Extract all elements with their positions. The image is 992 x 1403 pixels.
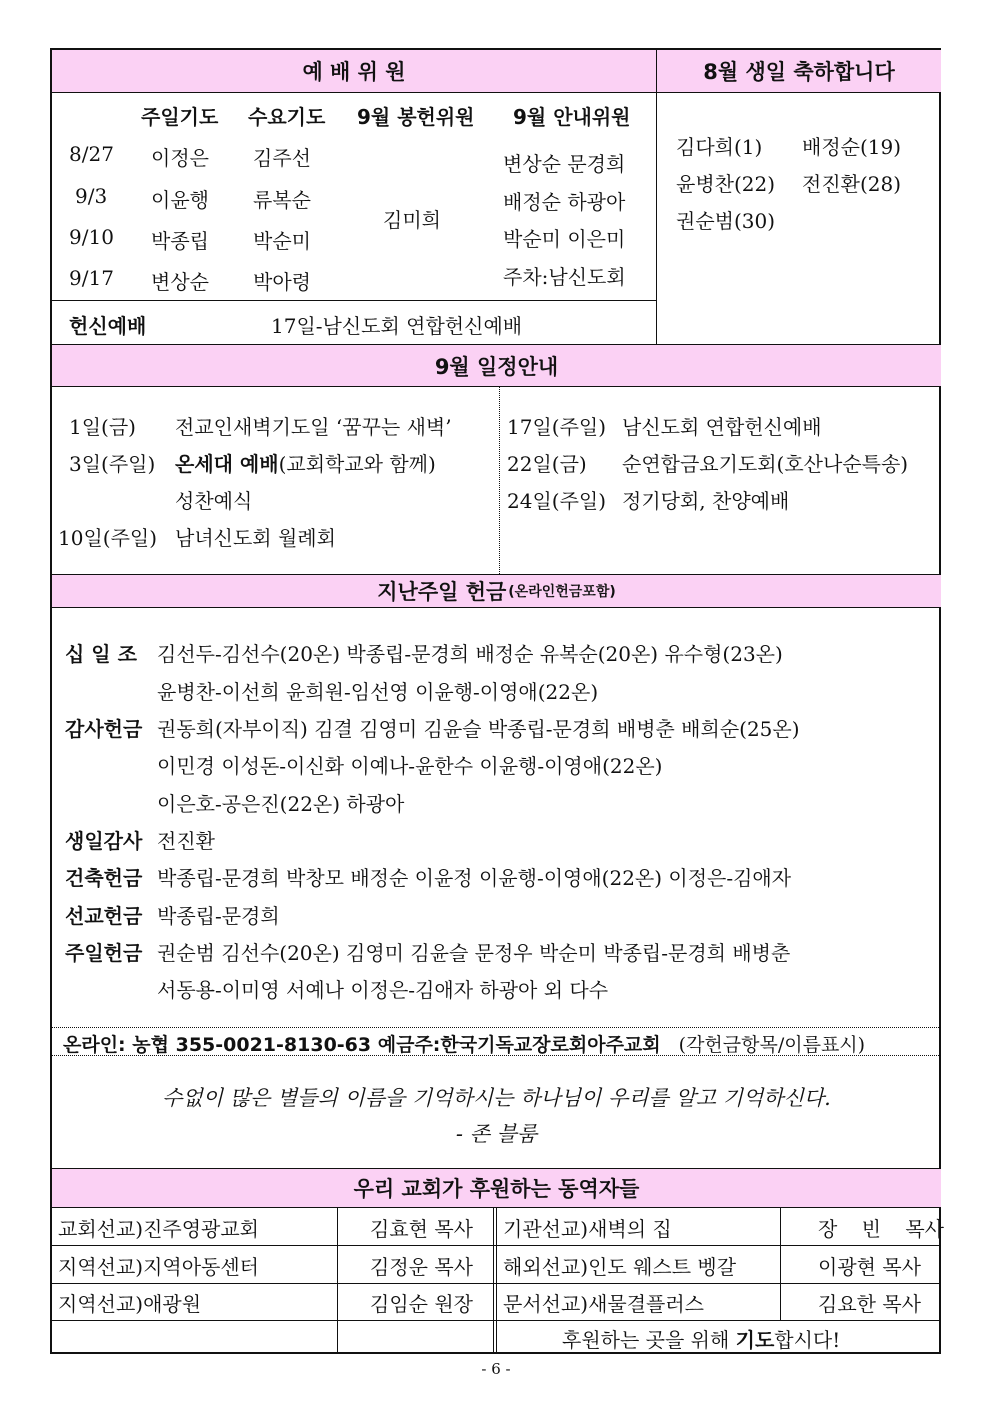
support-place: 교회선교)진주영광교회	[58, 1217, 260, 1241]
offering-text: 김선두-김선수(20온) 박종립-문경희 배정순 유복순(20온) 유수형(23온)	[157, 642, 783, 666]
offering-label: 선교헌금	[65, 904, 143, 928]
support-person: 김효현 목사	[370, 1217, 473, 1241]
worship-birthday-divider	[656, 50, 657, 344]
schedule-event: 전교인새벽기도일 ‘꿈꾸는 새벽’	[175, 415, 452, 439]
birthday-name: 권순범(30)	[676, 209, 776, 233]
support-closing	[562, 1324, 840, 1353]
offering-label: 주일헌금	[65, 941, 143, 965]
worship-row-wednesday: 류복순	[253, 188, 311, 212]
support-col-rule	[496, 1208, 497, 1354]
col-ushers: 9월 안내위원	[513, 105, 631, 129]
usher-line: 박순미 이은미	[503, 227, 626, 251]
schedule-day: 22일(금)	[507, 452, 587, 476]
support-col-rule	[493, 1208, 494, 1354]
offering-label: 십 일 조	[65, 642, 137, 666]
offering-label: 감사헌금	[65, 717, 143, 741]
usher-line: 변상순 문경희	[503, 152, 626, 176]
offering-text: 이민경 이성돈-이신화 이예나-윤한수 이윤행-이영애(22온)	[157, 754, 663, 778]
support-place: 문서선교)새물결플러스	[503, 1292, 705, 1316]
offering-text: 전진환	[157, 829, 215, 853]
offering-label: 건축헌금	[65, 866, 143, 890]
support-person: 장 빈 목사	[818, 1217, 944, 1241]
quote-author: - 존 블룸	[455, 1122, 538, 1146]
schedule-day: 3일(주일)	[69, 452, 156, 476]
offering-text: 권동희(자부이직) 김결 김영미 김윤슬 박종립-문경희 배병춘 배희순(25온)	[157, 717, 800, 741]
birthday-name: 윤병찬(22)	[676, 172, 776, 196]
offering-header-text: 지난주일 헌금	[377, 580, 507, 604]
dedication-divider	[52, 300, 656, 301]
schedule-day: 10일(주일)	[58, 526, 158, 550]
worship-row-sunday: 변상순	[151, 270, 209, 294]
online-account	[63, 1030, 865, 1057]
schedule-event: 순연합금요기도회(호산나순특송)	[622, 452, 909, 476]
support-person: 김요한 목사	[818, 1292, 921, 1316]
worship-row-date: 8/27	[69, 142, 114, 166]
schedule-event: 남녀신도회 월례회	[175, 526, 336, 550]
dedication-text: 17일-남신도회 연합헌신예배	[271, 314, 523, 338]
page-number: - 6 -	[481, 1360, 511, 1378]
offering-text: 서동용-이미영 서예나 이정은-김애자 하광아 외 다수	[157, 978, 609, 1002]
support-col-rule	[337, 1208, 338, 1354]
bulletin-page	[50, 48, 944, 1354]
offering-text: 권순범 김선수(20온) 김영미 김윤슬 문정우 박순미 박종립-문경희 배병춘	[157, 941, 791, 965]
support-place: 지역선교)지역아동센터	[58, 1255, 260, 1279]
support-header-text: 우리 교회가 후원하는 동역자들	[353, 1177, 640, 1201]
online-bottom-rule	[52, 1055, 941, 1056]
schedule-event	[175, 448, 436, 477]
offering-header-note: (온라인헌금포함)	[508, 584, 616, 600]
support-closing-bold: 기도	[735, 1328, 775, 1352]
worship-row-wednesday: 박순미	[253, 229, 311, 253]
schedule-event-bold: 온세대 예배	[175, 452, 279, 476]
offering-text: 이은호-공은진(22온) 하광아	[157, 792, 405, 816]
support-place: 해외선교)인도 웨스트 벵갈	[503, 1255, 737, 1279]
offering-label: 생일감사	[65, 829, 143, 853]
worship-row-date: 9/10	[69, 225, 114, 249]
offering-header	[52, 574, 941, 608]
offering-text: 박종립-문경희 박창모 배정순 이윤정 이윤행-이영애(22온) 이정은-김애자	[157, 866, 792, 890]
birthday-name: 전진환(28)	[802, 172, 902, 196]
offering-member: 김미희	[383, 208, 441, 232]
support-person: 김임순 원장	[370, 1292, 473, 1316]
col-sunday-prayer: 주일기도	[141, 105, 219, 129]
worship-row-date: 9/17	[69, 266, 114, 290]
worship-header	[52, 50, 656, 93]
worship-row-sunday: 이정은	[151, 146, 209, 170]
online-account-text: 온라인: 농협 355-0021-8130-63 예금주:한국기독교장로회아주교회	[63, 1034, 661, 1056]
usher-line: 배정순 하광아	[503, 190, 626, 214]
usher-line: 주차:남신도회	[503, 265, 626, 289]
schedule-header	[52, 344, 941, 387]
worship-row-wednesday: 김주선	[253, 146, 311, 170]
schedule-event: 남신도회 연합헌신예배	[622, 415, 822, 439]
support-closing-pre: 후원하는 곳을 위해	[562, 1328, 736, 1352]
birthday-header	[657, 50, 941, 93]
schedule-day: 1일(금)	[69, 415, 136, 439]
offering-text: 윤병찬-이선희 윤희원-임선영 이윤행-이영애(22온)	[157, 680, 599, 704]
support-header	[52, 1168, 941, 1208]
schedule-event: 성찬예식	[175, 489, 253, 513]
support-col-rule	[780, 1208, 781, 1320]
schedule-day: 17일(주일)	[507, 415, 607, 439]
schedule-header-text: 9월 일정안내	[434, 354, 559, 379]
support-place: 지역선교)애광원	[58, 1292, 202, 1316]
schedule-event: 정기당회, 찬양예배	[622, 489, 790, 513]
birthday-header-text: 8월 생일 축하합니다	[703, 60, 895, 84]
worship-header-text: 예 배 위 원	[302, 60, 406, 84]
worship-row-sunday: 박종립	[151, 229, 209, 253]
online-top-rule	[52, 1027, 941, 1028]
birthday-name: 김다희(1)	[676, 135, 763, 159]
dedication-label: 헌신예배	[69, 314, 147, 338]
worship-row-wednesday: 박아령	[253, 270, 311, 294]
offering-text: 박종립-문경희	[157, 904, 280, 928]
schedule-event-note: (교회학교와 함께)	[278, 452, 436, 476]
support-place: 기관선교)새벽의 집	[503, 1217, 672, 1241]
col-offering-members: 9월 봉헌위원	[357, 105, 475, 129]
quote-text: 수없이 많은 별들의 이름을 기억하시는 하나님이 우리를 알고 기억하신다.	[162, 1086, 831, 1110]
online-account-note: (각헌금항목/이름표시)	[678, 1034, 866, 1056]
col-wednesday-prayer: 수요기도	[248, 105, 326, 129]
support-closing-post: 합시다!	[774, 1328, 841, 1352]
worship-row-date: 9/3	[75, 184, 108, 208]
birthday-name: 배정순(19)	[802, 135, 902, 159]
worship-row-sunday: 이윤행	[151, 188, 209, 212]
schedule-day: 24일(주일)	[507, 489, 607, 513]
support-person: 이광현 목사	[818, 1255, 921, 1279]
support-person: 김정운 목사	[370, 1255, 473, 1279]
schedule-divider	[499, 387, 500, 574]
